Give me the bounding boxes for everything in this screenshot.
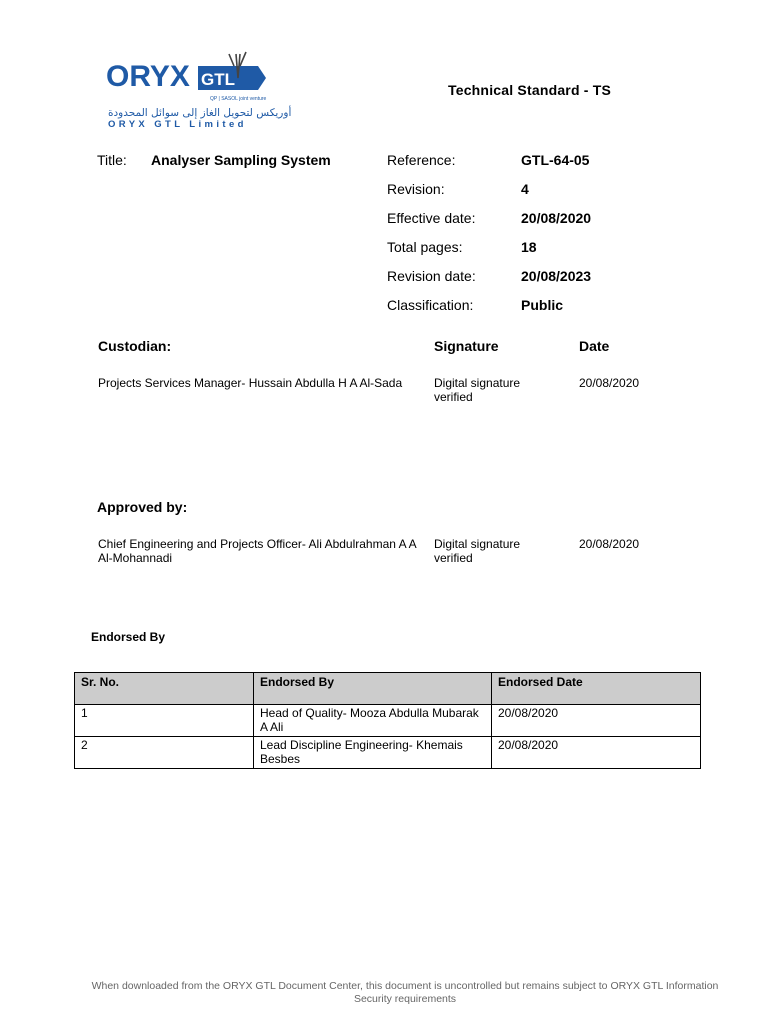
col-sr-no: Sr. No. (75, 673, 254, 705)
effective-date-value: 20/08/2020 (521, 210, 592, 226)
footer-disclaimer: When downloaded from the ORYX GTL Document Center, this document is uncontrolled but remains subject to ORYX GTL Information Security requirements (91, 980, 719, 1005)
signature-heading: Signature (434, 338, 499, 354)
approver-name: Chief Engineering and Projects Officer- Ali Abdulrahman A A Al-Mohannadi (98, 537, 416, 565)
revision-label: Revision: (387, 181, 445, 197)
table-row (75, 737, 701, 769)
approved-heading: Approved by: (97, 499, 188, 515)
logo-brand: ORYX (106, 60, 190, 93)
custodian-name: Projects Services Manager- Hussain Abdulla H A Al-Sada (98, 376, 403, 390)
logo-company: ORYX GTL Limited (108, 119, 247, 130)
approver-date: 20/08/2020 (579, 537, 640, 551)
document-type: Technical Standard - TS (448, 82, 612, 98)
row-sr-no: 2 (75, 737, 254, 769)
row-endorsed-date: 20/08/2020 (492, 737, 701, 769)
custodian-date: 20/08/2020 (579, 376, 640, 390)
company-logo (100, 48, 292, 130)
logo-badge: GTL (201, 70, 235, 89)
effective-date-label: Effective date: (387, 210, 476, 226)
logo-tagline: QP | SASOL joint venture (210, 96, 267, 102)
logo-arabic: أوريكس لتحويل الغاز إلى سوائل المحدودة (108, 107, 292, 119)
row-endorser: Lead Discipline Engineering- Khemais Besbes (254, 737, 492, 769)
endorsement-table (74, 672, 701, 769)
col-endorsed-by: Endorsed By (254, 673, 492, 705)
reference-value: GTL-64-05 (521, 152, 590, 168)
table-row (75, 705, 701, 737)
col-endorsed-date: Endorsed Date (492, 673, 701, 705)
revision-date-label: Revision date: (387, 268, 476, 284)
total-pages-value: 18 (521, 239, 537, 255)
approver-signature: Digital signature verified (434, 537, 521, 565)
row-sr-no: 1 (75, 705, 254, 737)
reference-label: Reference: (387, 152, 456, 168)
revision-value: 4 (521, 181, 529, 197)
row-endorser: Head of Quality- Mooza Abdulla Mubarak A Ali (254, 705, 492, 737)
classification-value: Public (521, 297, 564, 313)
row-endorsed-date: 20/08/2020 (492, 705, 701, 737)
date-heading: Date (579, 338, 610, 354)
endorsed-heading: Endorsed By (91, 630, 166, 644)
total-pages-label: Total pages: (387, 239, 463, 255)
classification-label: Classification: (387, 297, 474, 313)
revision-date-value: 20/08/2023 (521, 268, 592, 284)
custodian-heading: Custodian: (98, 338, 172, 354)
title-value: Analyser Sampling System (151, 152, 331, 168)
table-header-row (75, 673, 701, 705)
title-label: Title: (97, 152, 127, 168)
custodian-signature: Digital signature verified (434, 376, 521, 404)
